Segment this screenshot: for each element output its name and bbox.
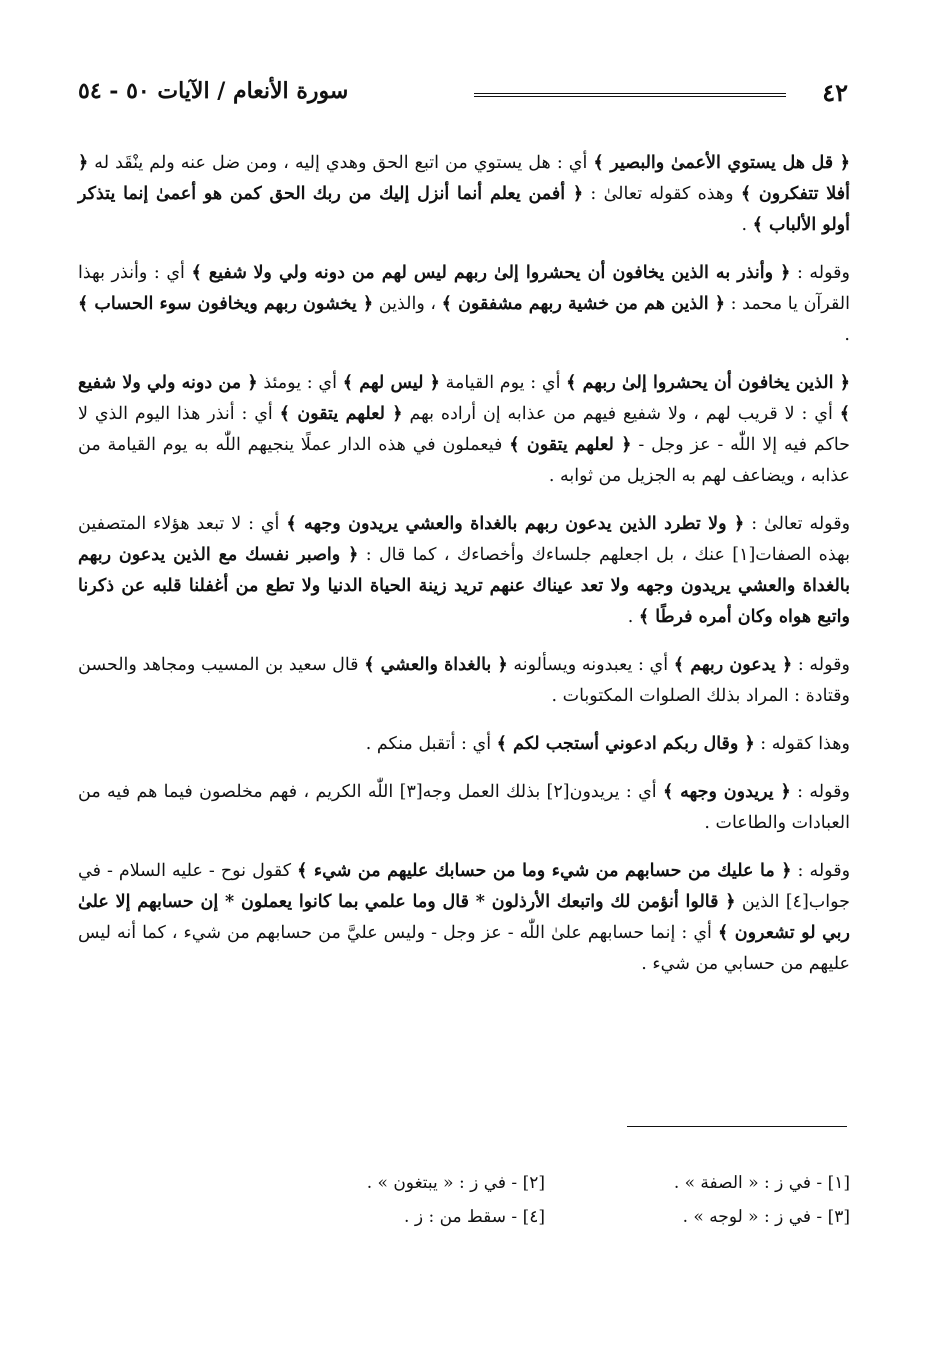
- page-body: [78, 148, 850, 997]
- commentary-text: وقوله :: [792, 655, 850, 675]
- page-header: [78, 78, 848, 112]
- commentary-text: وقوله :: [791, 861, 851, 881]
- commentary-text: وجل - وليس عليَّ من حسابهم من شيء ، كما أنه ليس عليهم من حسابي من شيء .: [78, 923, 850, 974]
- commentary-text: الجزيل من ثوابه .: [548, 466, 677, 486]
- quran-verse-text: ﴿ أفلا تتفكرون ﴾: [78, 153, 850, 204]
- commentary-text: أي : هل يستوي من اتبع الحق وهدي إليه ، ومن ضل: [211, 153, 594, 173]
- quran-verse-text: ﴿ أفمن يعلم أنما أنزل إليك من ربك: [312, 184, 584, 204]
- quran-verse-text: ﴿ وأنذر به الذين يخافون أن يحشروا إلىٰ ربهم ليس لهم من دونه ولي ولا: [253, 263, 791, 283]
- footnote-2: [٢] - في ز : « يبتغون » .: [366, 1173, 545, 1193]
- commentary-text: أي : يومئذ: [263, 373, 343, 393]
- paragraph: [78, 368, 850, 492]
- commentary-text: أي : أنذر هذا اليوم الذي لا حاكم فيه إلا اللّٰه - عز وجل -: [78, 404, 850, 455]
- quran-verse-text: ﴿ الذين هم من خشية ربهم مشفقون ﴾: [441, 294, 726, 314]
- quran-verse-text: ﴿ وقال ربكم ادعوني أستجب لكم ﴾: [496, 734, 755, 754]
- quran-verse-text: ﴿ قالوا أنؤمن لك واتبعك الأرذلون * قال وما علمي: [364, 892, 736, 912]
- quran-verse-text: ﴿ يدعون ربهم ﴾: [673, 655, 793, 675]
- paragraph: [78, 729, 850, 760]
- footnote-1: [١] - في ز : « الصفة » .: [673, 1173, 850, 1193]
- commentary-text: أي : أتقبل منكم .: [365, 734, 497, 754]
- quran-verse-text: بما كانوا يعملون * إن حسابهم إلا علىٰ ربي لو تشعرون ﴾: [78, 892, 851, 943]
- quran-verse-text: ﴿ لعلهم: [574, 435, 632, 455]
- commentary-text: وقوله :: [790, 782, 850, 802]
- header-rule: [474, 93, 786, 97]
- paragraph: [78, 777, 850, 839]
- quran-verse-text: ﴿ لعلهم يتقون ﴾: [279, 404, 403, 424]
- commentary-text: وقوله :: [790, 263, 850, 283]
- commentary-text: مخلصون فيما هم فيه من العبادات والطاعات .: [78, 782, 850, 833]
- commentary-text: أي : إنما حسابهم علىٰ اللّٰه - عز: [481, 923, 718, 943]
- commentary-text: كقول: [252, 861, 298, 881]
- page-number: ٤٢: [822, 78, 848, 107]
- commentary-text: تبعد هؤلاء المتصفين بهذه الصفات[١] عنك ، بل اجعلهم جلساءك وأخصاءك ، كما قال :: [78, 514, 850, 565]
- paragraph: [78, 650, 850, 712]
- paragraph: [78, 148, 850, 241]
- footnote-4: [٤] - سقط من : ز .: [404, 1207, 545, 1227]
- commentary-text: ، والذين: [378, 294, 442, 314]
- quran-verse-text: ﴿ واصبر نفسك مع الذين يدعون ربهم بالغداة والعشي يريدون وجهه ولا تعد عيناك عنهم: [78, 545, 850, 596]
- commentary-text: نوح - عليه السلام - في جواب[٤] الذين: [78, 861, 850, 912]
- quran-verse-text: ﴿ قل هل يستوي الأعمىٰ والبصير ﴾: [593, 153, 850, 173]
- quran-verse-text: ﴿ ليس لهم ﴾: [342, 373, 440, 393]
- commentary-text: المسيب ومجاهد والحسن وقتادة : المراد بذلك الصلوات المكتوبات .: [78, 655, 850, 706]
- quran-verse-text: ﴿ بالغداة والعشي ﴾: [364, 655, 508, 675]
- quran-verse-text: ﴿ ما عليك من حسابهم من شيء وما من حسابك عليهم من شيء ﴾: [297, 861, 792, 881]
- commentary-text: فيعملون في هذه الدار عملًا ينجيهم اللّٰه به يوم القيامة من عذابه ، ويضاعف لهم به: [78, 435, 850, 486]
- quran-verse-text: ﴿ يخشون ربهم ويخافون سوء الحساب ﴾: [78, 294, 374, 314]
- commentary-text: عنه ولم ينْقَد له: [88, 153, 206, 173]
- quran-verse-text: يتقون ﴾: [509, 435, 568, 455]
- quran-verse-text: الحق كمن هو أعمىٰ إنما يتذكر أولو الألباب ﴾: [78, 184, 850, 235]
- commentary-text: قال سعيد بن: [265, 655, 365, 675]
- quran-verse-text: ﴿ ولا تطرد الذين يدعون ربهم بالغداة والعشي يريدون وجهه ﴾: [286, 514, 745, 534]
- commentary-text: أي : يعبدونه ويسألونه: [507, 655, 674, 675]
- commentary-text: .: [627, 607, 639, 627]
- commentary-text: وهذه كقوله تعالىٰ :: [583, 184, 741, 204]
- quran-verse-text: تريد زينة الحياة الدنيا ولا تطع من أغفلنا قلبه عن ذكرنا واتبع هواه وكان أمره فرطًا ﴾: [78, 576, 850, 627]
- quran-verse-text: ﴿ من دونه ولي ولا شفيع ﴾: [78, 373, 851, 424]
- commentary-text: أي : يريدون[٢] بذلك العمل وجه[٣] اللّٰه الكريم ، فهم: [269, 782, 664, 802]
- commentary-text: وهذا كقوله :: [754, 734, 850, 754]
- commentary-text: .: [741, 215, 753, 235]
- footnote-3: [٣] - في ز : « لوجه » .: [682, 1207, 850, 1227]
- quran-verse-text: ﴿ يريدون وجهه ﴾: [663, 782, 791, 802]
- quran-verse-text: ﴿ الذين يخافون أن يحشروا إلىٰ ربهم ﴾: [566, 373, 851, 393]
- commentary-text: أي : يوم القيامة: [439, 373, 567, 393]
- footnotes: [240, 1166, 850, 1234]
- paragraph: [78, 258, 850, 351]
- paragraph: [78, 509, 850, 633]
- commentary-text: أي : لا: [231, 514, 287, 534]
- commentary-text: .: [844, 325, 850, 345]
- commentary-text: أي : وأنذر بهذا القرآن يا محمد :: [78, 263, 850, 314]
- paragraph: [78, 856, 850, 980]
- footnote-rule: [627, 1126, 847, 1127]
- commentary-text: أي : لا قريب لهم ، ولا شفيع فيهم من عذابه إن أراده بهم: [409, 404, 840, 424]
- commentary-text: وقوله تعالىٰ :: [744, 514, 851, 534]
- quran-verse-text: شفيع ﴾: [191, 263, 247, 283]
- running-title: سورة الأنعام / الآيات ٥٠ - ٥٤: [78, 78, 349, 104]
